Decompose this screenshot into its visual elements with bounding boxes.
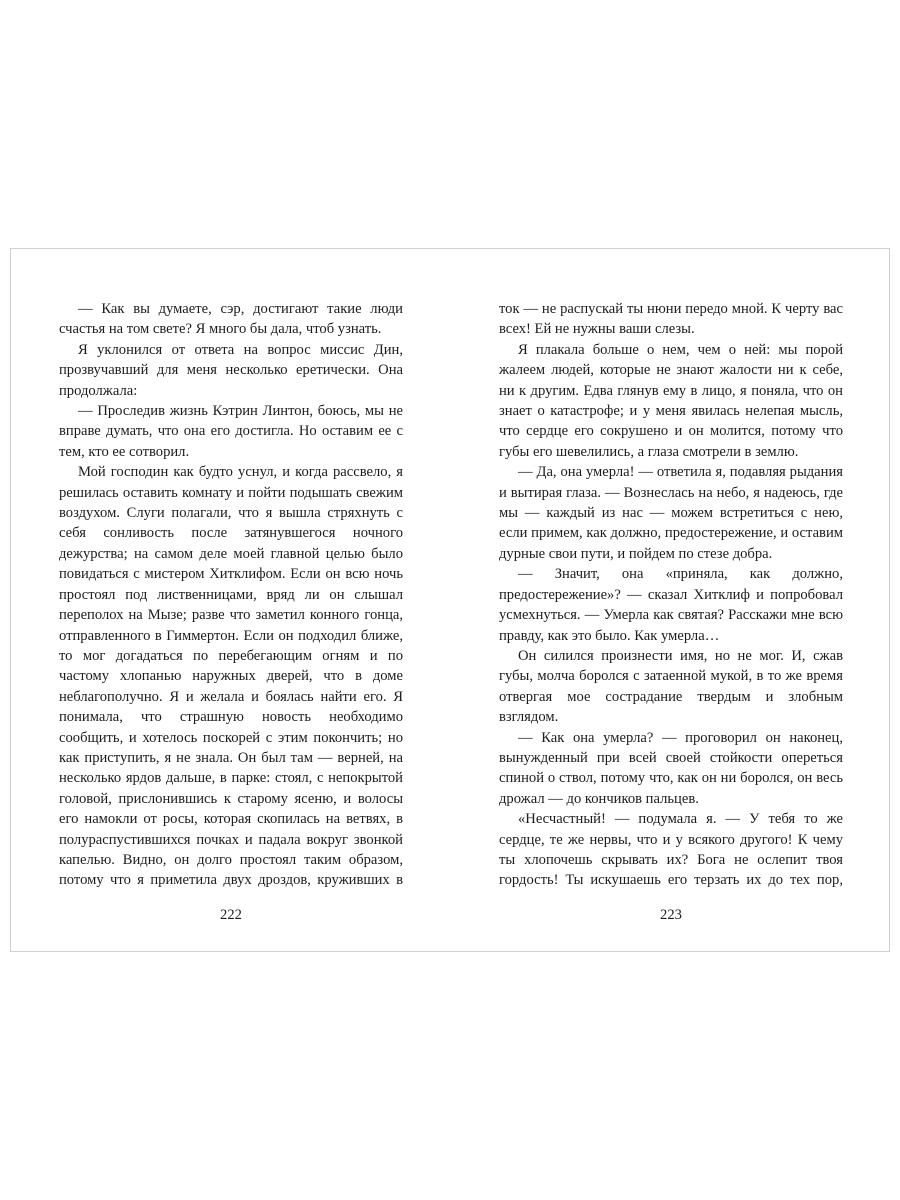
paragraph: «Несчастный! — подумала я. — У тебя то же сердце, те же нервы, что и у всякого другого! К чему ты хлопочешь скрывать их? Бога не ослепит твоя гордость! Ты искушаешь его терзать их до тех пор, [499,811,843,889]
right-page-text [499,299,843,889]
book-spread [10,248,890,952]
page-number-left: 222 [220,907,242,923]
paragraph: — Как вы думаете, сэр, достигают такие люди счастья на том свете? Я много бы дала, чтоб узнать. [59,301,403,338]
paragraph: — Да, она умерла! — ответила я, подавляя рыдания и вытирая глаза. — Вознеслась на небо, я надеюсь, где мы — каждый из нас — можем встретиться с нею, если примем, как должно, предостережение, и оставим дурные свои пути, и пойдем по стезе добра. [499,464,843,562]
paragraph: Мой господин как будто уснул, и когда рассвело, я решилась оставить комнату и пойти подышать свежим воздухом. Слуги полагали, что я вышла стряхнуть с себя сонливость после затянувшегося ночного дежурства; на самом деле моей главной целью было повидаться с мистером Хитклифом. Если он всю ночь простоял под лиственницами, вряд ли он слышал переполох на Мызе; разве что заметил конного гонца, отправленного в Гиммертон. Если он подходил ближе, то мог догадаться по перебегающим огням и по частому хлопанью наружных дверей, что в доме неблагополучно. Я и желала и боялась найти его. Я понимала, что страшную новость необходимо сообщить, и хотелось поскорей с этим покончить; но как приступить, я не знала. Он был там — верней, на несколько ярдов дальше, в парке: стоял, с непокрытой головой, прислонившись к старому ясеню, и волосы его намокли от росы, которая скопилась на ветвях, в полураспустившихся почках и падала вокруг звонкой капелью. Видно, он долго простоял таким образом, потому что я приметила двух дроздов, круживших в [59,464,403,889]
right-page [499,299,843,959]
left-page-text [59,299,403,889]
paragraph: Я уклонился от ответа на вопрос миссис Дин, прозвучавший для меня несколько еретически. Она продолжала: [59,341,403,399]
paragraph: — Как она умерла? — проговорил он наконец, вынужденный при всей своей стойкости опереться спиной о ствол, потому что, как он ни боролся, он весь дрожал — до кончиков пальцев. [499,729,843,807]
paragraph: — Значит, она «приняла, как должно, предостережение»? — сказал Хитклиф и попробовал усмехнуться. — Умерла как святая? Расскажи мне всю правду, как это было. Как умерла… [499,566,843,644]
left-page [59,299,403,959]
paragraph: Он силился произнести имя, но не мог. И, сжав губы, молча боролся с затаенной мукой, в то же время отвергая мое сострадание твердым и злобным взглядом. [499,647,843,726]
paragraph: Я плакала больше о нем, чем о ней: мы порой жалеем людей, которые не знают жалости ни к себе, ни к другим. Едва глянув ему в лицо, я поняла, что он знает о катастрофе; и у меня явилась нелепая мысль, что сердце его сокрушено и он молится, потому что губы его шевелились, а глаза смотрели в землю. [499,341,843,460]
paragraph: ток — не распускай ты нюни передо мной. К черту вас всех! Ей не нужны ваши слезы. [499,301,843,338]
page-number-right: 223 [660,907,682,923]
paragraph: — Проследив жизнь Кэтрин Линтон, боюсь, мы не вправе думать, что она его достигла. Но оставим ее с тем, кто ее сотворил. [59,403,403,460]
